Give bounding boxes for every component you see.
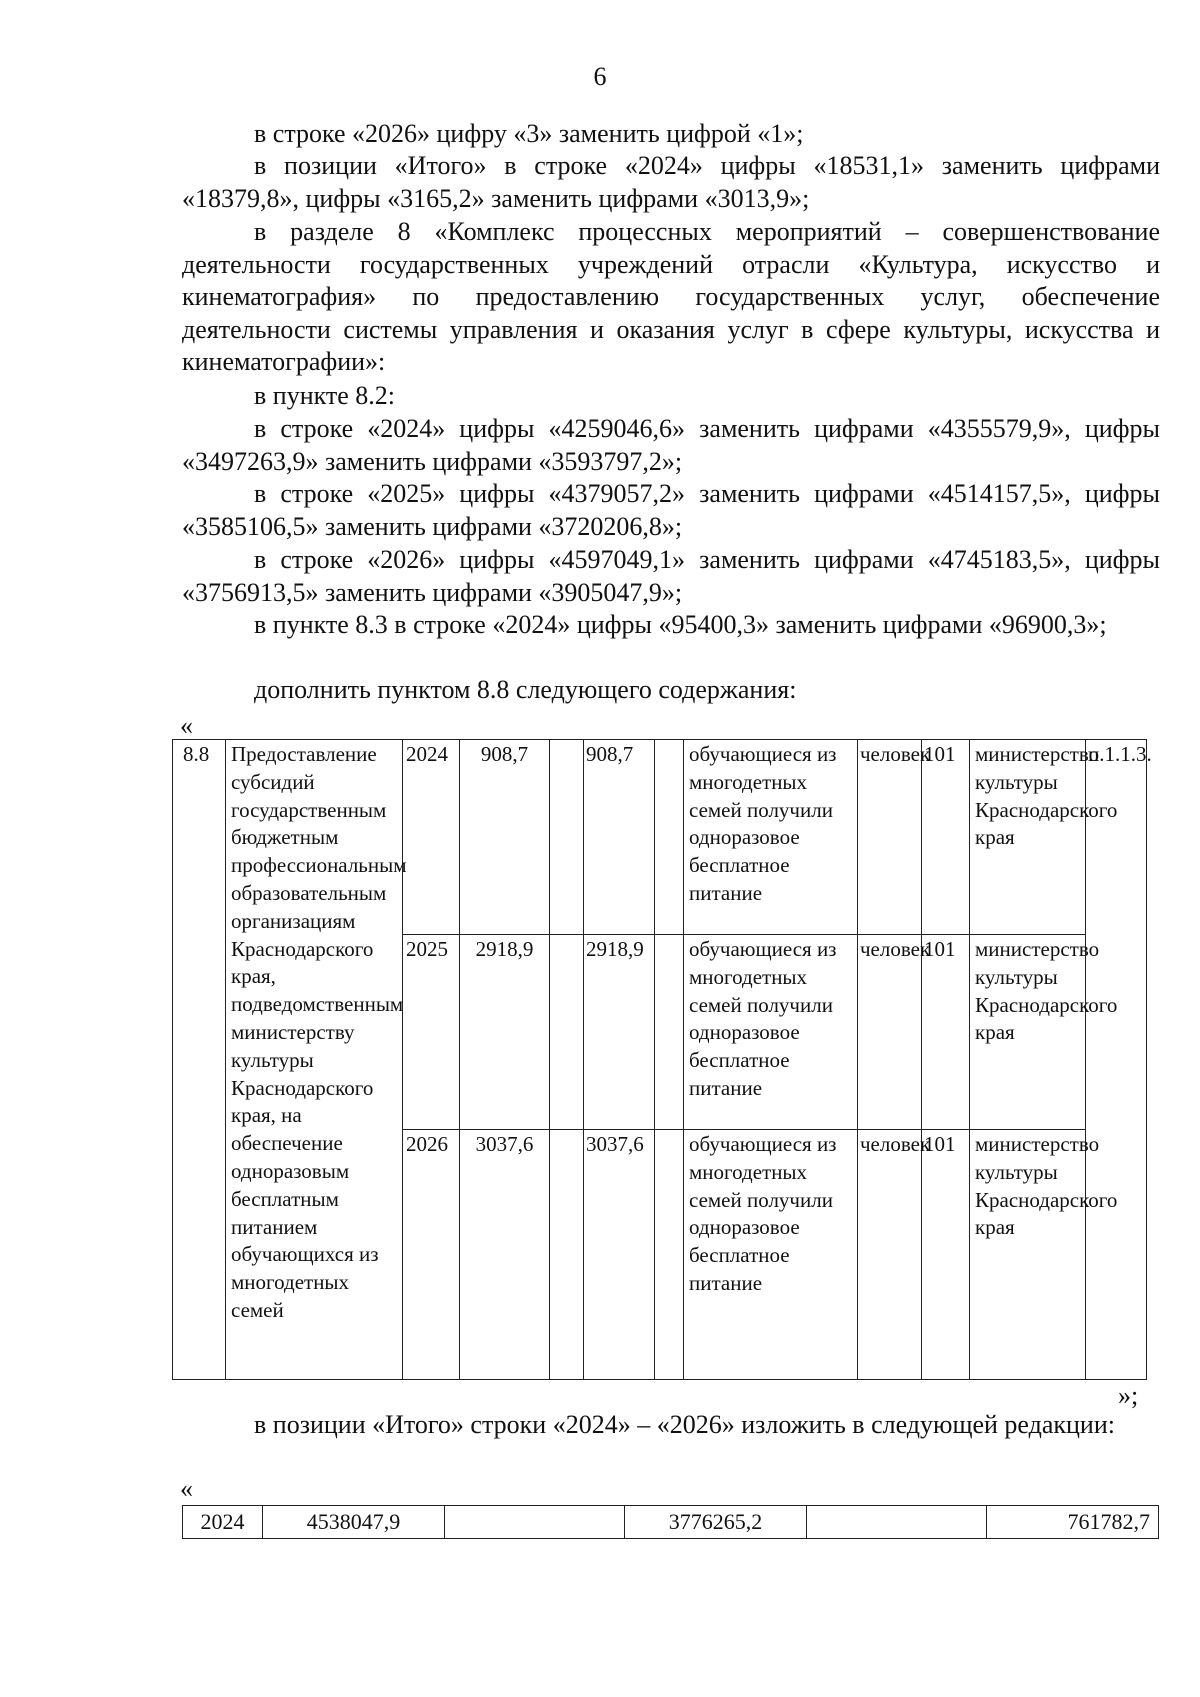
totals-extra-budget: 761782,7 <box>987 1506 1159 1539</box>
paragraph-8: в пункте 8.3 в строке «2024» цифры «95400,3» заменить цифрами «96900,3»; <box>254 610 1107 639</box>
empty-cell <box>550 1130 584 1380</box>
paragraph-6: в строке «2025» цифры «4379057,2» заменить цифрами «4514157,5», цифры «3585106,5» заменить цифрами «3720206,8»; <box>182 479 1160 541</box>
totals-total: 4538047,9 <box>263 1506 445 1539</box>
totals-empty-cell <box>807 1506 987 1539</box>
paragraph-1: в строке «2026» цифру «3» заменить цифрой «1»; <box>254 119 804 148</box>
indicator-cell: обучающиеся из многодетных семей получили одноразовое бесплатное питание <box>684 1130 858 1380</box>
paragraph-2: в позиции «Итого» в строке «2024» цифры «18531,1» заменить цифрами «18379,8», цифры «3165,2» заменить цифрами «3013,9»; <box>182 151 1160 213</box>
value-cell: 101 <box>922 1130 970 1380</box>
indicator-cell: обучающиеся из многодетных семей получили одноразовое бесплатное питание <box>684 935 858 1130</box>
open-quote-2: « <box>180 1474 193 1503</box>
open-quote-1: « <box>180 711 193 740</box>
totals-regional-budget: 3776265,2 <box>625 1506 807 1539</box>
empty-cell <box>655 1130 684 1380</box>
executor-cell: министерство культуры Краснодарского края <box>970 935 1086 1130</box>
value-cell: 101 <box>922 935 970 1130</box>
year-cell: 2024 <box>403 740 460 935</box>
paragraph-5: в строке «2024» цифры «4259046,6» заменить цифрами «4355579,9», цифры «3497263,9» заменить цифрами «3593797,2»; <box>182 414 1160 476</box>
paragraph-7: в строке «2026» цифры «4597049,1» заменить цифрами «4745183,5», цифры «3756913,5» заменить цифрами «3905047,9»; <box>182 545 1160 607</box>
value-cell: 101 <box>922 740 970 935</box>
paragraph-after-table: в позиции «Итого» строки «2024» – «2026» изложить в следующей редакции: <box>254 1410 1115 1439</box>
unit-cell: человек <box>858 1130 922 1380</box>
item-number: 8.8 <box>173 740 226 1380</box>
regional-budget-cell: 908,7 <box>584 740 655 935</box>
paragraph-3: в разделе 8 «Комплекс процессных мероприятий – совершенствование деятельности государственных учреждений отрасли «Культура, искусство и кинематография» по предоставлению государственных услуг, обеспечение деятельности системы управления и оказания услуг в сфере культуры, искусства и кинематографии»: <box>182 217 1160 377</box>
unit-cell: человек <box>858 740 922 935</box>
executor-cell: министерство культуры Краснодарского края <box>970 1130 1086 1380</box>
regional-budget-cell: 2918,9 <box>584 935 655 1130</box>
table-row <box>183 1506 1159 1539</box>
totals-table <box>182 1505 1159 1539</box>
close-quote: »; <box>1118 1381 1139 1410</box>
total-cell: 3037,6 <box>460 1130 550 1380</box>
total-cell: 908,7 <box>460 740 550 935</box>
year-cell: 2025 <box>403 935 460 1130</box>
reference-cell: п.1.1.3. <box>1086 740 1147 1380</box>
item-8-8-table <box>172 739 1152 1380</box>
empty-cell <box>550 740 584 935</box>
totals-year: 2024 <box>183 1506 263 1539</box>
page-number: 6 <box>593 62 607 91</box>
year-cell: 2026 <box>403 1130 460 1380</box>
item-description: Предоставление субсидий государственным бюджетным профессиональным образовательным организациям Краснодарского края, подведомственным министерству культуры Краснодарского края, на обеспечение одноразовым бесплатным питанием обучающихся из многодетных семей <box>226 740 403 1380</box>
regional-budget-cell: 3037,6 <box>584 1130 655 1380</box>
totals-empty-cell <box>445 1506 625 1539</box>
unit-cell: человек <box>858 935 922 1130</box>
executor-cell: министерство культуры Краснодарского края <box>970 740 1086 935</box>
empty-cell <box>550 935 584 1130</box>
total-cell: 2918,9 <box>460 935 550 1130</box>
paragraph-9: дополнить пунктом 8.8 следующего содержания: <box>254 675 797 704</box>
paragraph-4: в пункте 8.2: <box>254 381 396 410</box>
empty-cell <box>655 740 684 935</box>
indicator-cell: обучающиеся из многодетных семей получили одноразовое бесплатное питание <box>684 740 858 935</box>
table-row <box>173 740 1147 935</box>
empty-cell <box>655 935 684 1130</box>
